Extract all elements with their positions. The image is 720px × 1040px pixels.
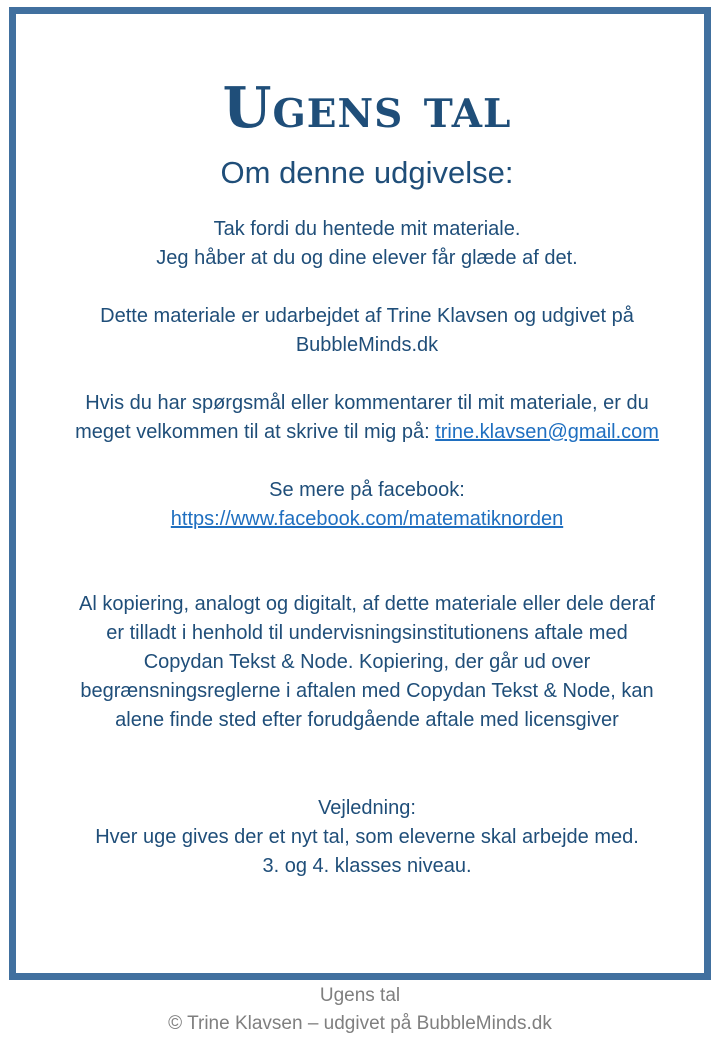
footer-title: Ugens tal [319, 985, 401, 1006]
facebook-label: Se mere på facebook: [269, 479, 465, 501]
contact-line-1: Hvis du har spørgsmål eller kommentarer til mit materiale, er du [85, 392, 649, 414]
contact-line-2-text: meget velkommen til at skrive til mig på: [75, 421, 436, 443]
copyright-line-3: Copydan Tekst & Node. Kopiering, der går ud over [143, 651, 591, 673]
author-line-1: Dette materiale er udarbejdet af Trine Klavsen og udgivet på [100, 305, 634, 327]
copyright-line-4: begrænsningsreglerne i aftalen med Copydan Tekst & Node, kan [80, 680, 654, 702]
footer-copyright: © Trine Klavsen – udgivet på BubbleMinds.dk [168, 1013, 552, 1034]
page-title: Ugens tal [222, 75, 512, 141]
thanks-line-1: Tak fordi du hentede mit materiale. [213, 218, 521, 240]
copyright-line-5: alene finde sted efter forudgående aftale med licensgiver [115, 709, 619, 731]
copyright-line-2: er tilladt i henhold til undervisningsinstitutionens aftale med [106, 622, 628, 644]
guide-line-1: Hver uge gives der et nyt tal, som eleverne skal arbejde med. [95, 826, 639, 848]
author-paragraph [26, 302, 708, 360]
facebook-link[interactable]: https://www.facebook.com/matematiknorden [170, 508, 564, 530]
page-subtitle: Om denne udgivelse: [220, 155, 514, 190]
facebook-paragraph [26, 476, 708, 534]
guide-line-2: 3. og 4. klasses niveau. [262, 855, 472, 877]
contact-line-2 [26, 418, 708, 447]
contact-paragraph [26, 389, 708, 447]
copyright-line-1: Al kopiering, analogt og digitalt, af dette materiale eller dele deraf [79, 593, 655, 615]
guide-heading: Vejledning: [318, 797, 416, 819]
author-line-2: BubbleMinds.dk [295, 334, 439, 356]
email-link[interactable]: trine.klavsen@gmail.com [435, 421, 659, 443]
guide-paragraph [26, 794, 708, 881]
thanks-line-2: Jeg håber at du og dine elever får glæde af det. [156, 247, 578, 269]
page-frame [9, 7, 711, 980]
copyright-notice [26, 590, 708, 735]
thanks-paragraph [26, 215, 708, 273]
